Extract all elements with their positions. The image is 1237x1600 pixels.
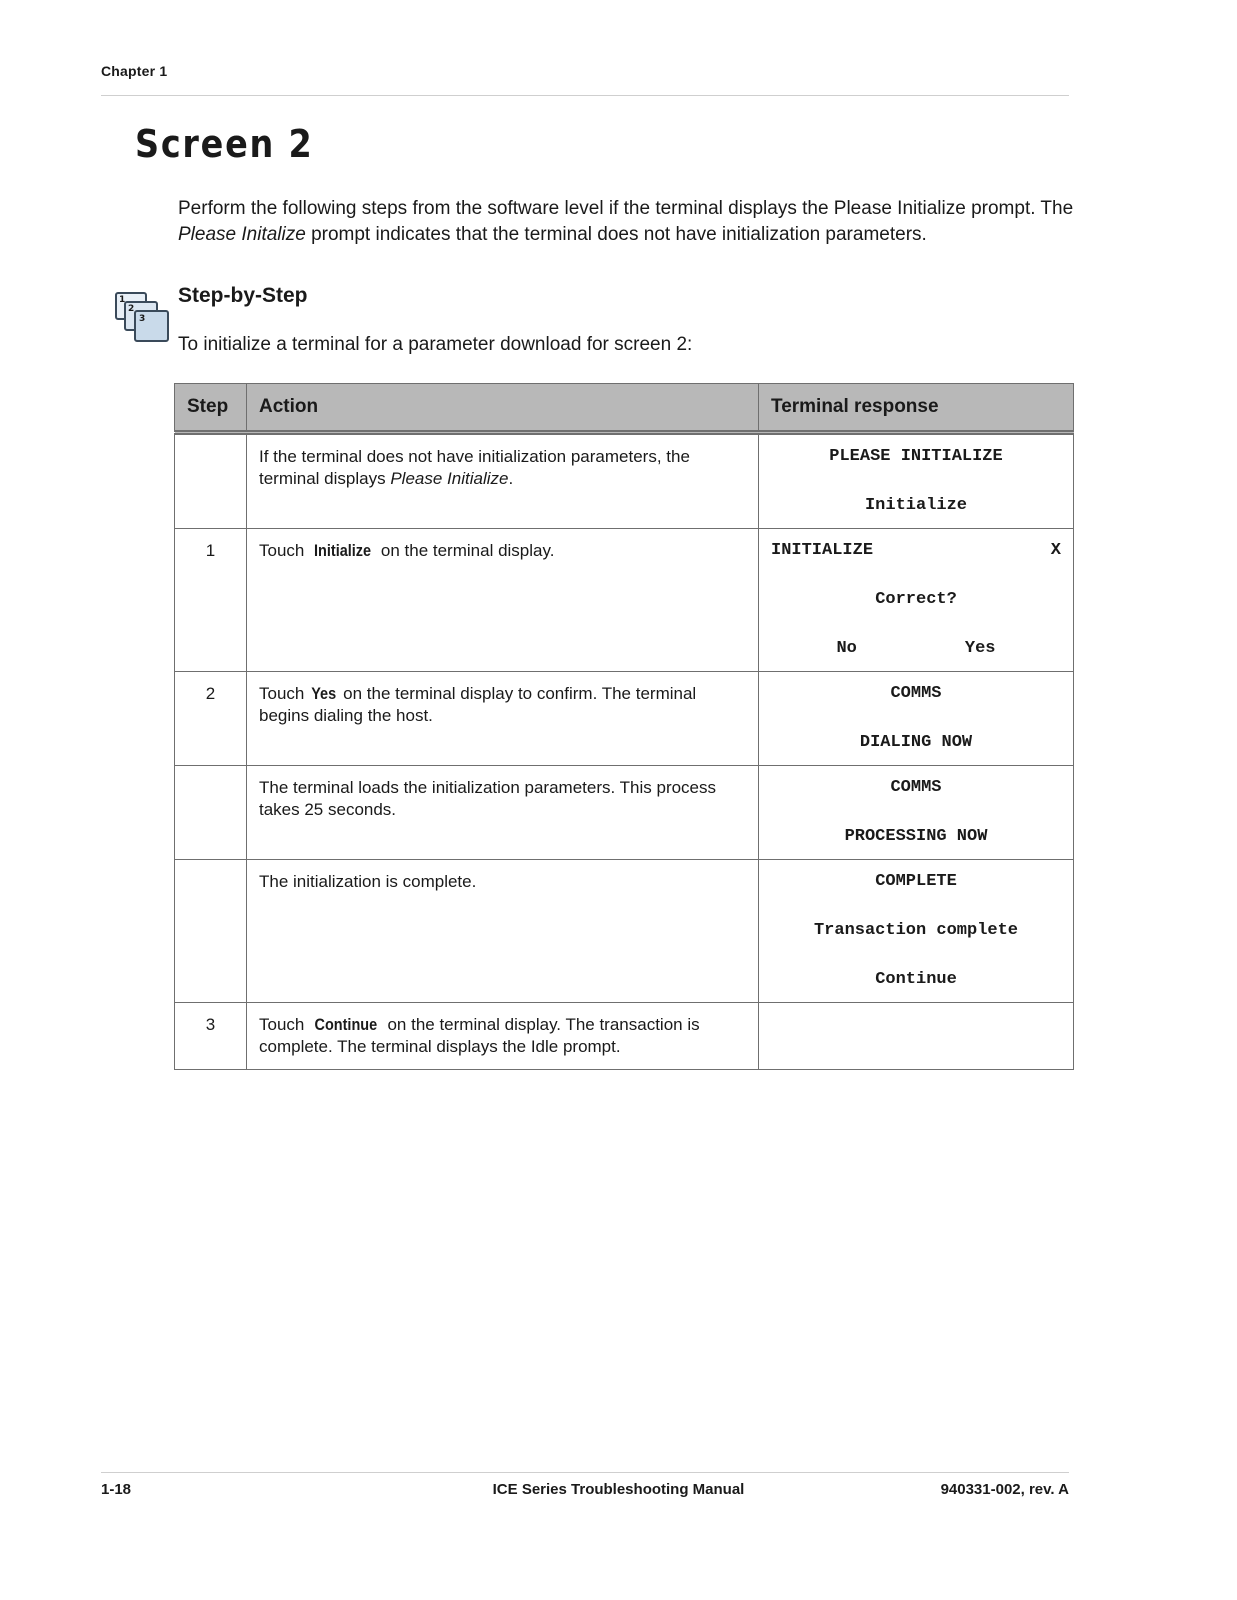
step-number xyxy=(175,433,247,529)
response-line: Continue xyxy=(875,970,957,989)
step-number: 3 xyxy=(175,1003,247,1070)
action-text-end: on the terminal display. The transaction is complete. The terminal displays the Idle prompt. xyxy=(259,1015,700,1056)
response-line: Correct? xyxy=(875,590,957,609)
table-row xyxy=(175,672,1074,766)
icon-number-1: 1 xyxy=(119,295,126,305)
terminal-response xyxy=(759,672,1074,766)
step-by-step-heading: Step-by-Step xyxy=(178,284,308,307)
header-rule xyxy=(101,95,1069,96)
action-text: Touch xyxy=(259,1015,310,1034)
icon-number-3: 3 xyxy=(139,314,146,324)
terminal-response xyxy=(759,433,1074,529)
manual-title: ICE Series Troubleshooting Manual xyxy=(492,1481,745,1498)
response-title: INITIALIZE xyxy=(771,541,874,560)
response-line: PLEASE INITIALIZE xyxy=(829,447,1003,466)
intro-text: Perform the following steps from the software level if the terminal displays the Please Initialize prompt. The xyxy=(178,198,1074,219)
action-key-label: Initialize xyxy=(314,541,372,560)
table-row xyxy=(175,529,1074,672)
action-cell: The terminal loads the initialization parameters. This process takes 25 seconds. xyxy=(247,766,759,860)
action-text-end: on the terminal display to confirm. The terminal begins dialing the host. xyxy=(259,684,697,725)
step-number: 2 xyxy=(175,672,247,766)
action-cell xyxy=(247,529,759,672)
action-text-end: on the terminal display. xyxy=(376,541,555,560)
response-line: COMMS xyxy=(890,684,942,703)
table-row xyxy=(175,433,1074,529)
response-option-yes: Yes xyxy=(964,639,996,658)
action-key-label: Yes xyxy=(311,684,337,703)
terminal-response xyxy=(759,860,1074,1003)
document-number: 940331-002, rev. A xyxy=(940,1481,1069,1498)
footer-rule xyxy=(101,1472,1069,1473)
response-option-no: No xyxy=(836,639,857,658)
action-text: Touch xyxy=(259,684,310,703)
column-header-response: Terminal response xyxy=(759,384,1074,433)
column-header-action: Action xyxy=(247,384,759,433)
chapter-label: Chapter 1 xyxy=(101,63,168,79)
action-cell: The initialization is complete. xyxy=(247,860,759,1003)
response-line: Initialize xyxy=(864,496,968,515)
step-number xyxy=(175,766,247,860)
action-text: If the terminal does not have initialization parameters, the terminal displays xyxy=(259,447,690,488)
step-number: 1 xyxy=(175,529,247,672)
table-row xyxy=(175,766,1074,860)
intro-text-end: prompt indicates that the terminal does not have initialization parameters. xyxy=(305,224,927,245)
table-header-row xyxy=(175,384,1074,433)
step-number xyxy=(175,860,247,1003)
response-line: PROCESSING NOW xyxy=(844,827,988,846)
response-line: COMPLETE xyxy=(875,872,957,891)
action-text: Touch xyxy=(259,541,310,560)
numbered-steps-icon xyxy=(113,291,171,343)
response-options-line xyxy=(771,638,1061,660)
response-line: DIALING NOW xyxy=(859,733,973,752)
intro-italic-prompt: Please Initalize xyxy=(178,224,306,245)
action-cell xyxy=(247,1003,759,1070)
table-row xyxy=(175,1003,1074,1070)
page-number: 1-18 xyxy=(101,1481,132,1498)
procedure-lead: To initialize a terminal for a parameter download for screen 2: xyxy=(178,334,693,355)
terminal-response xyxy=(759,529,1074,672)
procedure-table xyxy=(174,383,1074,1070)
action-text-end: . xyxy=(508,469,514,488)
table-row xyxy=(175,860,1074,1003)
action-key-label: Continue xyxy=(314,1015,378,1034)
terminal-response xyxy=(759,1003,1074,1070)
response-line: Transaction complete xyxy=(813,921,1019,940)
response-close-mark: X xyxy=(1050,541,1061,560)
response-title-line xyxy=(771,540,1061,562)
response-line: COMMS xyxy=(890,778,942,797)
page-title: Screen 2 xyxy=(135,122,314,166)
action-italic: Please Initialize xyxy=(390,469,509,488)
action-cell xyxy=(247,672,759,766)
action-cell xyxy=(247,433,759,529)
icon-number-2: 2 xyxy=(128,304,135,314)
terminal-response xyxy=(759,766,1074,860)
intro-paragraph xyxy=(178,196,1078,248)
column-header-step: Step xyxy=(175,384,247,433)
